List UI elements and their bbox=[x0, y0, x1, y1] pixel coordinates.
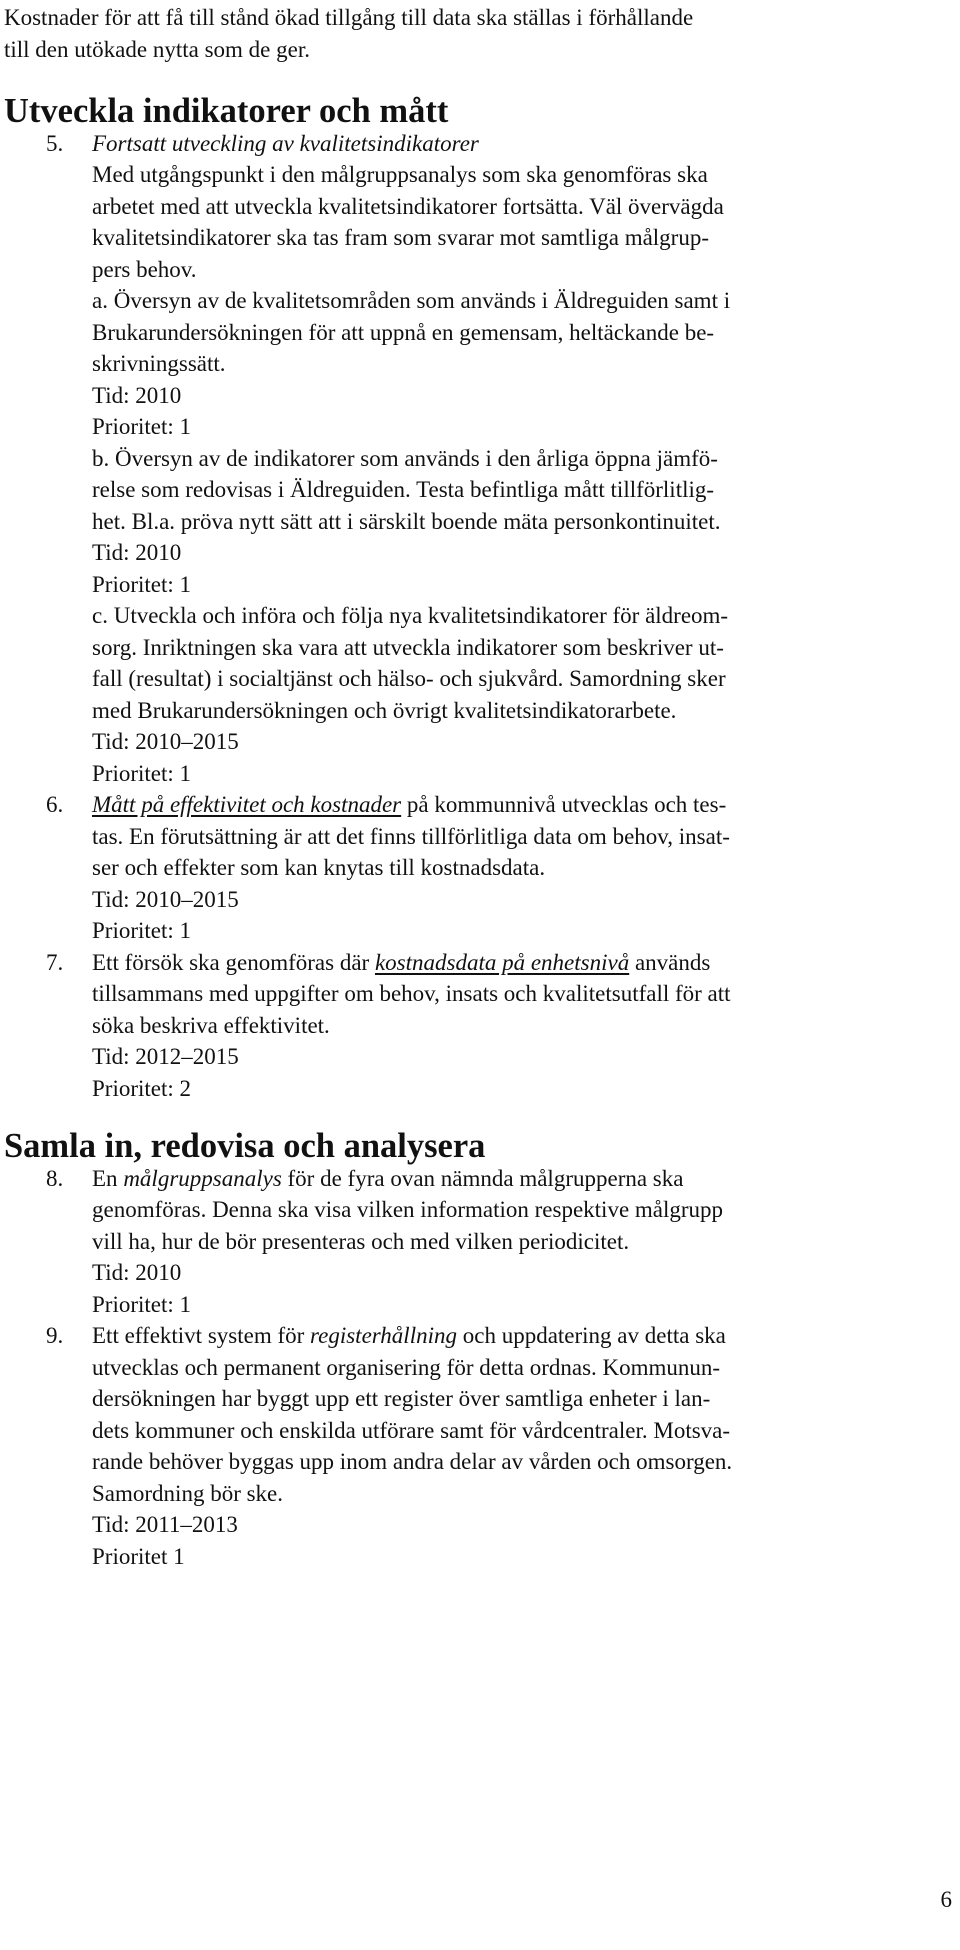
prioritet-label: Prioritet 1 bbox=[92, 1543, 185, 1569]
item-body-line: ser och effekter som kan knytas till kostnadsdata. bbox=[92, 855, 546, 880]
list-item-8 bbox=[0, 1163, 934, 1321]
list-item-6 bbox=[0, 789, 934, 947]
item-body-text: Ett försök ska genomföras där bbox=[92, 949, 375, 975]
item-body-line: söka beskriva effektivitet. bbox=[92, 1012, 330, 1038]
item-number: 8. bbox=[46, 1165, 64, 1191]
tid-label: Tid: 2011–2013 bbox=[92, 1512, 238, 1537]
sub-item-c bbox=[92, 600, 934, 789]
section-heading-indikatorer: Utveckla indikatorer och mått bbox=[4, 92, 449, 130]
sub-item-line: relse som redovisas i Äldreguiden. Testa befintliga mått tillförlitlig- bbox=[92, 477, 715, 502]
emphasized-term: registerhållning bbox=[310, 1323, 457, 1348]
item-body-line: kvalitetsindikatorer ska tas fram som svarar mot samtliga målgrup- bbox=[92, 225, 710, 250]
item-body-line: dersökningen har byggt upp ett register över samtliga enheter i lan- bbox=[92, 1386, 711, 1411]
item-body-text: En bbox=[92, 1165, 124, 1191]
tid-label: Tid: 2010 bbox=[92, 1260, 182, 1285]
item-title: Fortsatt utveckling av kvalitetsindikatorer bbox=[92, 130, 479, 156]
item-body-line: vill ha, hur de bör presenteras och med vilken periodicitet. bbox=[92, 1228, 630, 1254]
list-item-5 bbox=[0, 128, 934, 790]
sub-item-line: het. Bl.a. pröva nytt sätt att i särskilt boende mäta personkontinuitet. bbox=[92, 508, 721, 534]
sub-item-line: fall (resultat) i socialtjänst och hälso- och sjukvård. Samordning sker bbox=[92, 666, 726, 691]
page-number: 6 bbox=[940, 1887, 952, 1912]
item-body-line: utvecklas och permanent organisering för detta ordnas. Kommunun- bbox=[92, 1354, 721, 1380]
sub-item-line: skrivningssätt. bbox=[92, 351, 226, 376]
intro-line: till den utökade nytta som de ger. bbox=[4, 36, 310, 62]
sub-item-b bbox=[92, 443, 934, 601]
prioritet-label: Prioritet: 1 bbox=[92, 760, 192, 786]
item-body-line: tas. En förutsättning är att det finns tillförlitliga data om behov, insat- bbox=[92, 823, 730, 849]
item-body-text: används bbox=[629, 949, 711, 975]
item-number: 5. bbox=[46, 130, 64, 156]
sub-item-line: sorg. Inriktningen ska vara att utveckla indikatorer som beskriver ut- bbox=[92, 634, 724, 660]
prioritet-label: Prioritet: 1 bbox=[92, 414, 192, 439]
tid-label: Tid: 2010 bbox=[92, 540, 182, 565]
sub-item-a bbox=[92, 285, 934, 443]
item-number: 7. bbox=[46, 949, 64, 975]
item-body-text: och uppdatering av detta ska bbox=[456, 1323, 726, 1348]
document-page bbox=[0, 2, 960, 1572]
tid-label: Tid: 2010–2015 bbox=[92, 729, 239, 754]
section-heading-samla-in: Samla in, redovisa och analysera bbox=[4, 1127, 486, 1165]
item-body-line bbox=[92, 1320, 934, 1352]
sub-item-line: Brukarundersökningen för att uppnå en gemensam, heltäckande be- bbox=[92, 319, 715, 345]
item-body-line: dets kommuner och enskilda utförare samt för vårdcentraler. Motsva- bbox=[92, 1417, 731, 1443]
emphasized-term: Mått på effektivitet och kostnader bbox=[92, 792, 402, 817]
list-item-7 bbox=[0, 947, 934, 1105]
item-body-line: tillsammans med uppgifter om behov, insats och kvalitetsutfall för att bbox=[92, 981, 731, 1006]
intro-line: Kostnader för att få till stånd ökad tillgång till data ska ställas i förhållande bbox=[4, 5, 694, 30]
item-body-line: Med utgångspunkt i den målgruppsanalys som ska genomföras ska bbox=[92, 162, 708, 187]
item-body-line: genomföras. Denna ska visa vilken information respektive målgrupp bbox=[92, 1197, 724, 1222]
item-body-line: Samordning bör ske. bbox=[92, 1480, 284, 1506]
item-body-text: för de fyra ovan nämnda målgrupperna ska bbox=[281, 1165, 684, 1191]
item-body-line: rande behöver byggas upp inom andra delar av vården och omsorgen. bbox=[92, 1449, 733, 1474]
item-number: 9. bbox=[46, 1323, 64, 1348]
list-item-9 bbox=[0, 1320, 934, 1572]
sub-item-line: b. Översyn av de indikatorer som används i den årliga öppna jämfö- bbox=[92, 445, 718, 471]
intro-paragraph bbox=[0, 2, 924, 65]
prioritet-label: Prioritet: 2 bbox=[92, 1075, 192, 1101]
item-body-line: arbetet med att utveckla kvalitetsindikatorer fortsätta. Väl övervägda bbox=[92, 193, 724, 219]
sub-item-line: a. Översyn av de kvalitetsområden som används i Äldreguiden samt i bbox=[92, 288, 731, 313]
item-body-text: Ett effektivt system för bbox=[92, 1323, 311, 1348]
item-body-line bbox=[92, 1163, 934, 1195]
item-number: 6. bbox=[46, 792, 64, 817]
prioritet-label: Prioritet: 1 bbox=[92, 918, 192, 943]
emphasized-term: kostnadsdata på enhetsnivå bbox=[374, 949, 630, 975]
tid-label: Tid: 2010 bbox=[92, 382, 182, 408]
item-body-line bbox=[92, 789, 934, 821]
item-body-line bbox=[92, 947, 934, 979]
item-body-line: pers behov. bbox=[92, 256, 197, 282]
emphasized-term: målgruppsanalys bbox=[123, 1165, 282, 1191]
prioritet-label: Prioritet: 1 bbox=[92, 571, 192, 597]
tid-label: Tid: 2010–2015 bbox=[92, 886, 239, 912]
tid-label: Tid: 2012–2015 bbox=[92, 1044, 239, 1069]
sub-item-line: med Brukarundersökningen och övrigt kvalitetsindikatorarbete. bbox=[92, 697, 677, 723]
sub-item-line: c. Utveckla och införa och följa nya kvalitetsindikatorer för äldreom- bbox=[92, 603, 729, 628]
item-body-text: på kommunnivå utvecklas och tes- bbox=[401, 792, 727, 817]
prioritet-label: Prioritet: 1 bbox=[92, 1291, 192, 1317]
